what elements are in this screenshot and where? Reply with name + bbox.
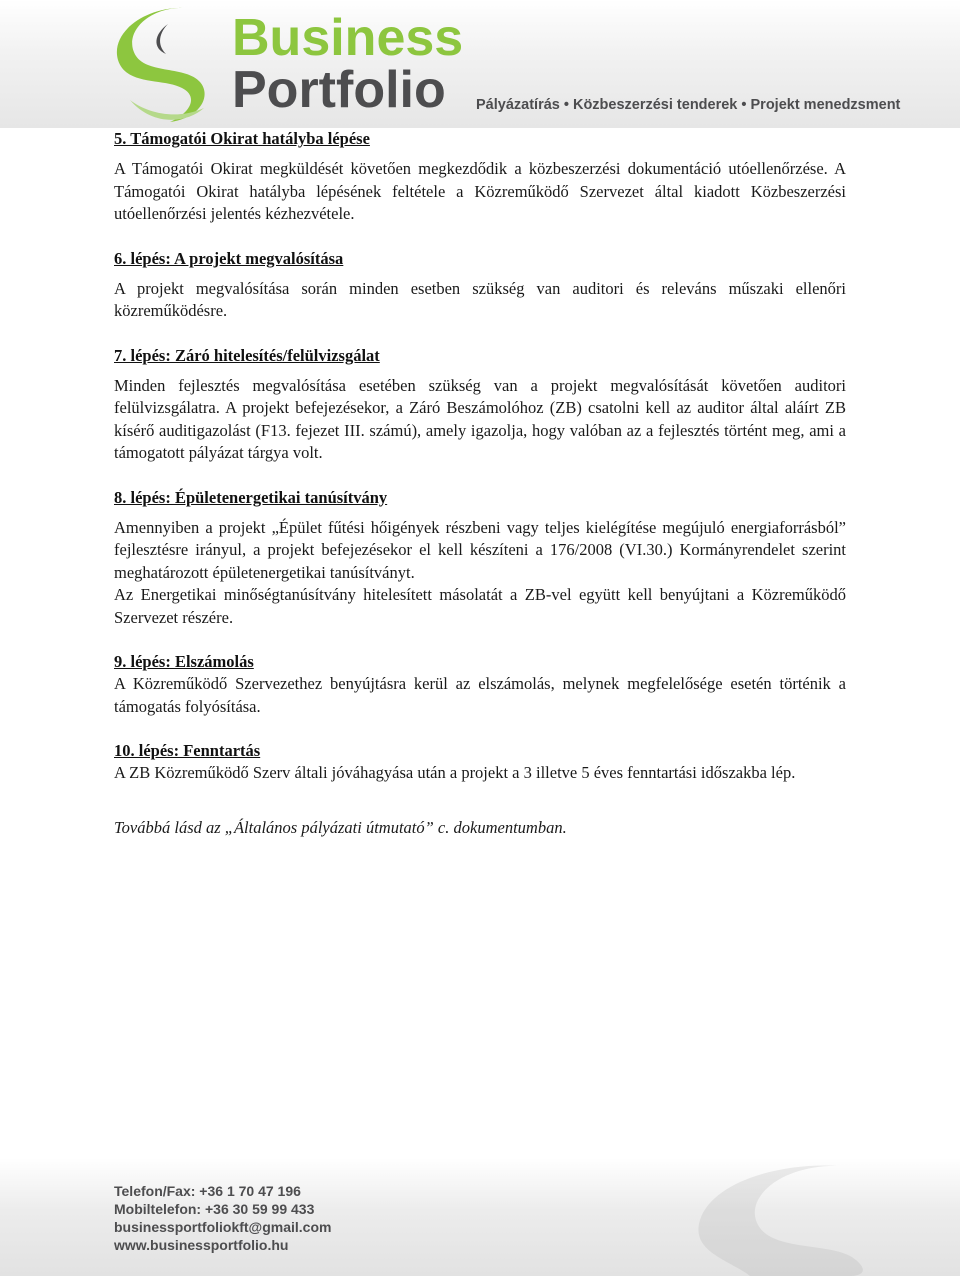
section-paragraph: A projekt megvalósítása során minden esetben szükség van auditori és releváns műszaki ellenőri közreműködésre. bbox=[114, 278, 846, 320]
section-heading: 5. Támogatói Okirat hatályba lépése bbox=[114, 129, 370, 148]
section-5 bbox=[114, 128, 846, 226]
website-link[interactable]: www.businessportfolio.hu bbox=[114, 1237, 289, 1253]
section-paragraph: Amennyiben a projekt „Épület fűtési hőigények részbeni vagy teljes kielégítése megújuló energiaforrásból” fejlesztésre irányul, a projekt befejezésekor el kell készíteni a 176/2008 (VI.30.) Kormányrendelet szerint meghatározott épületenergetikai tanúsítványt. bbox=[114, 517, 846, 582]
section-paragraph: A Közreműködő Szervezethez benyújtásra kerül az elszámolás, melynek megfelelősége esetén történik a támogatás folyósítása. bbox=[114, 674, 846, 716]
header-tagline: Pályázatírás • Közbeszerzési tenderek • Projekt menedzsment bbox=[476, 97, 901, 113]
contact-info bbox=[114, 1182, 331, 1254]
section-8 bbox=[114, 487, 846, 630]
section-10 bbox=[114, 740, 846, 785]
section-7 bbox=[114, 345, 846, 465]
footer-watermark-logo-icon bbox=[630, 1160, 960, 1276]
section-paragraph: Az Energetikai minőségtanúsítvány hitelesített másolatát a ZB-vel együtt kell benyújtani a Közreműködő Szervezet részére. bbox=[114, 585, 846, 627]
document-body bbox=[114, 124, 846, 839]
closing-note: Továbbá lásd az „Általános pályázati útmutató” c. dokumentumban. bbox=[114, 817, 567, 837]
section-heading: 7. lépés: Záró hitelesítés/felülvizsgálat bbox=[114, 345, 380, 365]
logo-wordmark-business: Business bbox=[232, 9, 464, 67]
section-9 bbox=[114, 651, 846, 718]
section-heading: 8. lépés: Épületenergetikai tanúsítvány bbox=[114, 487, 388, 507]
business-portfolio-logo-icon bbox=[108, 4, 238, 126]
section-paragraph: Minden fejlesztés megvalósítása esetében szükség van a projekt megvalósítását követően auditori felülvizsgálatra. A projekt befejezésekor, a Záró Beszámolóhoz (ZB) csatolni kell az auditor által aláírt ZB kísérő auditigazolást (F13. fejezet III. számú), amely igazolja, hogy valóban az a fejlesztés történt meg, ami a támogatott pályázat tárgya volt. bbox=[114, 375, 846, 462]
logo-wordmark-portfolio: Portfolio bbox=[232, 61, 446, 119]
section-paragraph: A ZB Közreműködő Szerv általi jóváhagyása után a projekt a 3 illetve 5 éves fenntartási időszakba lép. bbox=[114, 763, 796, 782]
email-link[interactable]: businessportfoliokft@gmail.com bbox=[114, 1219, 332, 1235]
section-paragraph: A Támogatói Okirat megküldését követően megkezdődik a közbeszerzési dokumentáció utóellenőrzése. A Támogatói Okirat hatályba lépésének feltétele a Közreműködő Szervezet által kiadott Közbeszerzési utóellenőrzési jelentés kézhezvétele. bbox=[114, 159, 846, 223]
section-6 bbox=[114, 248, 846, 323]
mobile-phone: Mobiltelefon: +36 30 59 99 433 bbox=[114, 1201, 315, 1217]
phone-fax: Telefon/Fax: +36 1 70 47 196 bbox=[114, 1183, 301, 1199]
section-heading: 6. lépés: A projekt megvalósítása bbox=[114, 248, 344, 268]
section-heading: 10. lépés: Fenntartás bbox=[114, 741, 261, 760]
section-heading: 9. lépés: Elszámolás bbox=[114, 652, 254, 671]
